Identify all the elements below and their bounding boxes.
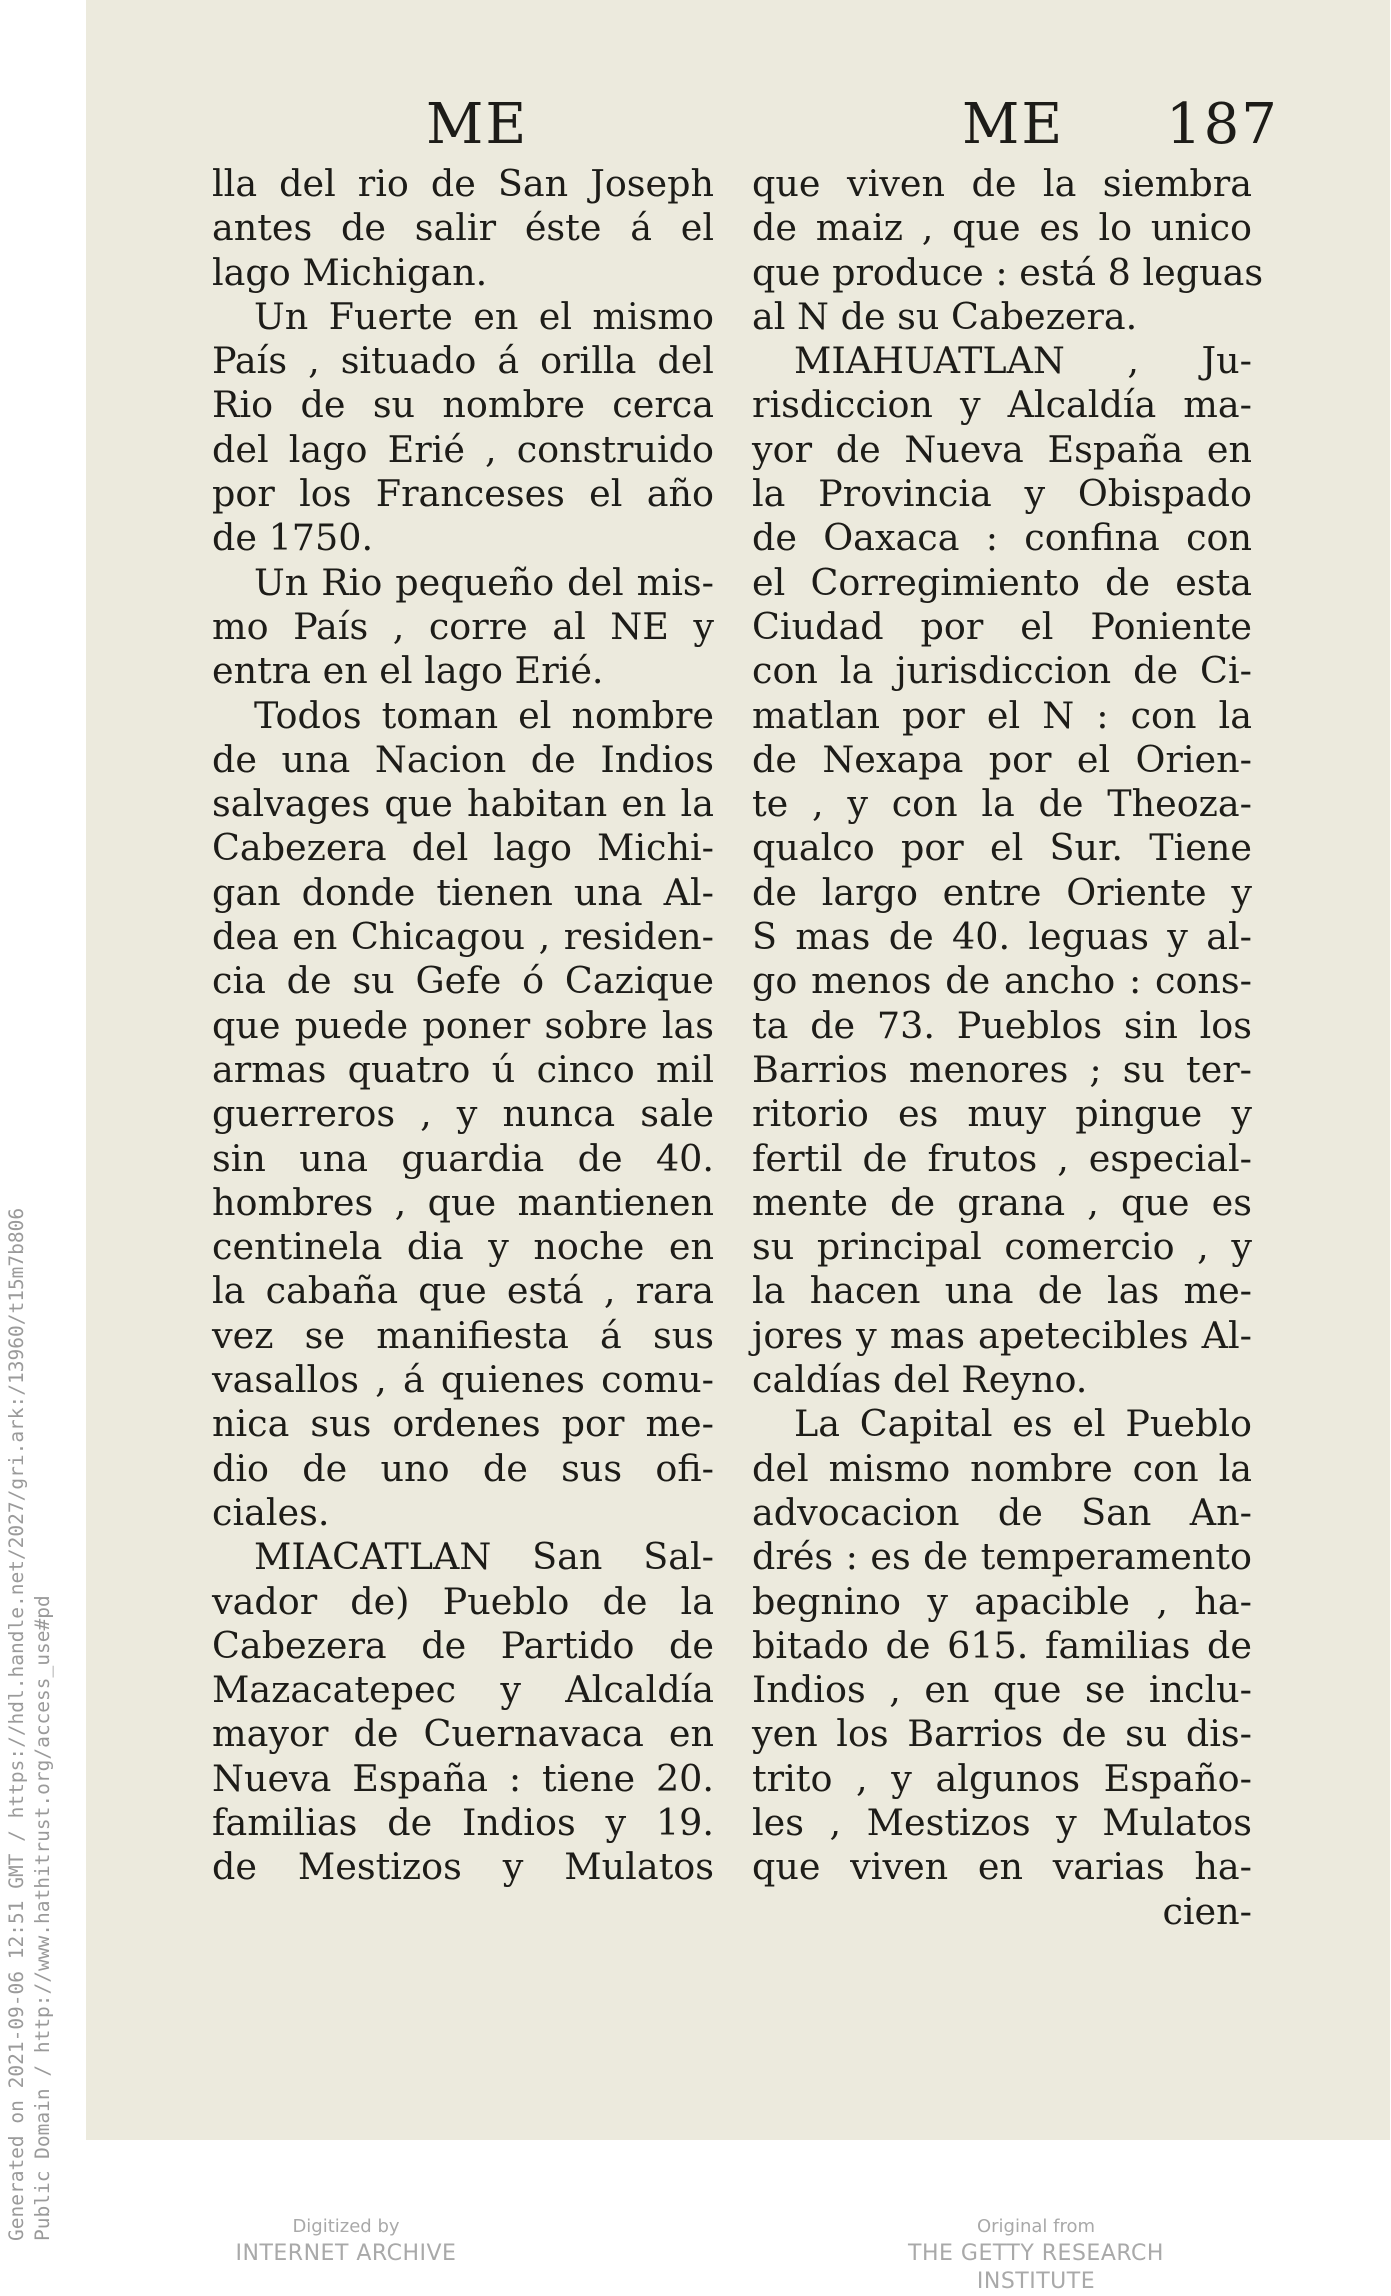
text-line: de una Nacion de Indios: [212, 737, 714, 781]
left-running-head: ME: [426, 92, 529, 157]
text-line: MIAHUATLAN , Ju-: [794, 339, 1252, 383]
text-line: La Capital es el Pueblo: [794, 1402, 1252, 1446]
text-line: yen los Barrios de su dis-: [752, 1712, 1252, 1756]
text-line: cien-: [1162, 1889, 1252, 1933]
text-line: go menos de ancho : cons-: [752, 959, 1252, 1003]
text-line: familias de Indios y 19.: [212, 1800, 714, 1844]
text-line: de largo entre Oriente y: [752, 870, 1252, 914]
text-line: risdiccion y Alcaldía ma-: [752, 383, 1252, 427]
text-line: de Mestizos y Mulatos: [212, 1845, 714, 1889]
text-line: sin una guardia de 40.: [212, 1136, 714, 1180]
text-line: mayor de Cuernavaca en: [212, 1712, 714, 1756]
text-line: Un Rio pequeño del mis-: [254, 560, 714, 604]
text-line: lla del rio de San Joseph: [212, 162, 714, 205]
text-line: entra en el lago Erié.: [212, 649, 604, 693]
original-from-credit: [846, 2214, 1226, 2296]
text-line: Nueva España : tiene 20.: [212, 1756, 714, 1800]
text-line: Cabezera de Partido de: [212, 1623, 714, 1667]
text-line: lago Michigan.: [212, 250, 488, 294]
text-line: que produce : está 8 leguas: [752, 250, 1264, 294]
text-line: cia de su Gefe ó Cazique: [212, 959, 714, 1003]
text-line: advocacion de San An-: [752, 1490, 1252, 1534]
text-line: del mismo nombre con la: [752, 1446, 1252, 1490]
text-line: Un Fuerte en el mismo: [254, 294, 714, 338]
text-line: drés : es de temperamento: [752, 1535, 1252, 1579]
text-line: MIACATLAN San Sal-: [254, 1535, 714, 1579]
text-line: que viven en varias ha-: [752, 1845, 1252, 1889]
digitized-by-credit: [226, 2214, 466, 2268]
text-line: al N de su Cabezera.: [752, 294, 1138, 338]
text-line: mo País , corre al NE y: [212, 604, 714, 648]
text-line: dio de uno de sus ofi-: [212, 1446, 714, 1490]
text-line: la hacen una de las me-: [752, 1269, 1252, 1313]
left-text-column: [212, 162, 714, 1890]
text-line: Todos toman el nombre: [254, 693, 714, 737]
text-line: fertil de frutos , especial-: [752, 1136, 1252, 1180]
text-line: S mas de 40. leguas y al-: [752, 915, 1252, 959]
text-line: begnino y apacible , ha-: [752, 1579, 1252, 1623]
right-running-head: ME: [962, 92, 1065, 157]
text-line: Barrios menores ; su ter-: [752, 1047, 1252, 1091]
internet-archive-label: INTERNET ARCHIVE: [235, 2241, 457, 2266]
text-line: matlan por el N : con la: [752, 693, 1252, 737]
text-line: Rio de su nombre cerca: [212, 383, 714, 427]
text-line: de maiz , que es lo unico: [752, 206, 1252, 250]
generated-note: Generated on 2021-09-06 12:51 GMT / https://hdl.handle.net/2027/gri.ark:/13960/t15m7b806: [5, 1207, 28, 2241]
text-line: dea en Chicagou , residen-: [212, 915, 714, 959]
text-line: te , y con la de Theoza-: [752, 782, 1252, 826]
text-line: de Oaxaca : confina con: [752, 516, 1252, 560]
text-line: nica sus ordenes por me-: [212, 1402, 714, 1446]
text-line: vador de) Pueblo de la: [212, 1579, 714, 1623]
text-line: el Corregimiento de esta: [752, 560, 1252, 604]
text-line: trito , y algunos Españo-: [752, 1756, 1252, 1800]
provenance-sidebar: [4, 1161, 56, 2241]
text-line: guerreros , y nunca sale: [212, 1092, 714, 1136]
text-line: País , situado á orilla del: [212, 339, 714, 383]
text-line: yor de Nueva España en: [752, 427, 1252, 471]
text-line: Indios , en que se inclu-: [752, 1668, 1252, 1712]
text-line: caldías del Reyno.: [752, 1358, 1088, 1402]
text-line: ciales.: [212, 1490, 330, 1534]
text-line: jores y mas apetecibles Al-: [752, 1313, 1252, 1357]
text-line: antes de salir éste á el: [212, 206, 714, 250]
text-line: de 1750.: [212, 516, 374, 560]
text-line: su principal comercio , y: [752, 1225, 1252, 1269]
page-number: 187: [1166, 92, 1279, 157]
rights-note: Public Domain / http://www.hathitrust.org/access_use#pd: [31, 1595, 54, 2241]
text-line: hombres , que mantienen: [212, 1180, 714, 1224]
text-line: que puede poner sobre las: [212, 1003, 714, 1047]
digitized-by-label: Digitized by: [292, 2216, 400, 2237]
text-line: con la jurisdiccion de Ci-: [752, 649, 1252, 693]
text-line: vasallos , á quienes comu-: [212, 1358, 714, 1402]
text-line: de Nexapa por el Orien-: [752, 737, 1252, 781]
text-line: centinela dia y noche en: [212, 1225, 714, 1269]
original-from-label: Original from: [976, 2216, 1096, 2237]
text-line: Ciudad por el Poniente: [752, 604, 1252, 648]
text-line: bitado de 615. familias de: [752, 1623, 1252, 1667]
text-line: Cabezera del lago Michi-: [212, 826, 714, 870]
text-line: que viven de la siembra: [752, 162, 1252, 205]
text-line: del lago Erié , construido: [212, 427, 714, 471]
getty-institute-label: THE GETTY RESEARCH INSTITUTE: [908, 2241, 1164, 2294]
text-line: mente de grana , que es: [752, 1180, 1252, 1224]
text-line: gan donde tienen una Al-: [212, 870, 714, 914]
text-line: ritorio es muy pingue y: [752, 1092, 1252, 1136]
text-line: vez se manifiesta á sus: [212, 1313, 714, 1357]
text-line: la Provincia y Obispado: [752, 472, 1252, 516]
text-line: armas quatro ú cinco mil: [212, 1047, 714, 1091]
right-text-column: [752, 162, 1264, 1934]
text-line: la cabaña que está , rara: [212, 1269, 714, 1313]
text-line: ta de 73. Pueblos sin los: [752, 1003, 1252, 1047]
text-line: les , Mestizos y Mulatos: [752, 1800, 1252, 1844]
text-line: qualco por el Sur. Tiene: [752, 826, 1252, 870]
text-line: salvages que habitan en la: [212, 782, 714, 826]
text-line: Mazacatepec y Alcaldía: [212, 1668, 714, 1712]
text-line: por los Franceses el año: [212, 472, 714, 516]
